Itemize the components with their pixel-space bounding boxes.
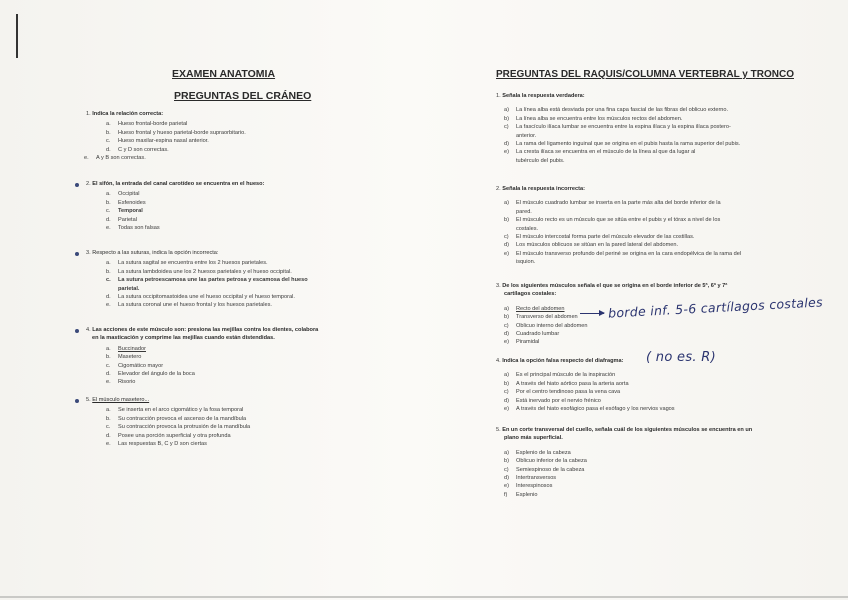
option: d) Está inervado por el nervio frénico (504, 397, 601, 404)
option: anterior. (516, 132, 537, 139)
option: costales. (516, 225, 539, 232)
option: a. La sutura sagital se encuentra entre los 2 huesos parietales. (106, 260, 268, 267)
option: b) A través del hiato aórtico pasa la arteria aorta (504, 380, 629, 387)
option: a. Buccinador (106, 345, 146, 352)
option: tubérculo del pubis. (516, 157, 565, 164)
question-1 (86, 110, 246, 162)
question-3: 3. Respecto a las suturas, indica la opción incorrecta: a. La sutura sagital se encuentra entre los 2 huesos parietales. b. La sutura lambdoidea une los 2 huesos parietales y el hueso occipital. c. La sutura petroescamosa une las partes petrosa y escamosa del hueso parietal. d. La sutura occipitomastoidea une el hueso occipital y el hueso temporal. e. La sutura coronal une el hueso frontal y los huesos parietales. (86, 250, 308, 309)
option: a) Esplenio de la cabeza (504, 449, 571, 456)
option: e. Las respuestas B, C y D son ciertas (106, 441, 207, 448)
option: e) Piramidal (504, 339, 540, 346)
page-bottom-rule (0, 596, 848, 598)
handwritten-note-no-es: ( no es. R) (646, 350, 716, 365)
question-bullet (75, 329, 79, 333)
option: d) Los músculos oblicuos se sitúan en la pared lateral del abdomen. (504, 242, 679, 249)
question-bullet (75, 252, 79, 256)
option: d. Posee una porción superficial y otra profunda (106, 432, 231, 439)
question-stem-continued: plano más superficial. (504, 435, 563, 442)
option: b. Hueso frontal y hueso parietal-borde supraorbitario. (106, 129, 246, 136)
option: e) A través del hiato esofágico pasa el esófago y los nervios vagos (504, 406, 675, 413)
question-r4: 4. Indica la opción falsa respecto del diafragma: a) Es el principal músculo de la inspiración b) A través del hiato aórtico pasa la arteria aorta c) Por el centro tendinoso pasa la vena cava d) Está inervado por el nervio frénico e) A través del hiato esofágico pasa el esófago y los nervios vagos (496, 358, 675, 413)
question-number: 1. (86, 111, 91, 117)
option: a) Recto del abdomen (504, 305, 565, 312)
option: pared. (516, 208, 532, 215)
option: b. Su contracción provoca el ascenso de la mandíbula (106, 415, 247, 422)
option: e. La sutura coronal une el hueso frontal y los huesos parietales. (106, 302, 272, 309)
option: a. Hueso frontal-borde parietal (106, 121, 188, 128)
option: b) Transverso del abdomen (504, 314, 578, 321)
question-stem: Indica la relación correcta: (92, 111, 164, 117)
option: b. Masetero (106, 354, 142, 361)
question-bullet (75, 183, 79, 187)
option: e) El músculo transverso profundo del periné se origina en la cara endopélvica de la rama del (504, 250, 742, 257)
exam-title: EXAMEN ANATOMIA (172, 68, 276, 80)
option: b) Oblicuo inferior de la cabeza (504, 458, 587, 465)
option: b. Esfenoides (106, 199, 146, 206)
option: c. Su contracción provoca la protrusión de la mandíbula (106, 424, 251, 431)
option: b. La sutura lambdoidea une los 2 huesos parietales y el hueso occipital. (106, 268, 292, 275)
option: c) Oblicuo interno del abdomen (504, 322, 588, 329)
question-2: 2. El sifón, la entrada del canal carotídeo se encuentra en el hueso: a. Occipital b. Esfenoides c. Temporal d. Parietal e. Todas son falsas (86, 181, 265, 232)
option: d) Intertransversos (504, 475, 557, 482)
option: c) Semiespinoso de la cabeza (504, 466, 585, 473)
option: parietal. (118, 285, 140, 292)
option: d) Cuadrado lumbar (504, 331, 560, 338)
option: a) Es el principal músculo de la inspiración (504, 372, 616, 379)
option: e. Todas son falsas (106, 225, 160, 232)
option: a. Occipital (106, 191, 140, 198)
question-bullet (75, 399, 79, 403)
option: d. Parietal (106, 216, 137, 223)
option: e. A y B son correctas. (84, 155, 146, 162)
handwritten-arrow (580, 313, 604, 314)
option: c. Cigomático mayor (106, 362, 164, 369)
option: d) La rama del ligamento inguinal que se origina en el pubis hasta la rama superior del pubis. (504, 141, 741, 148)
handwritten-note-costales: borde inf. 5-6 cartílagos costales (607, 294, 824, 321)
option: c. Hueso maxilar-espina nasal anterior. (106, 138, 209, 145)
option: d. Elevador del ángulo de la boca (106, 371, 195, 378)
option: c) El músculo intercostal forma parte del músculo elevador de las costillas. (504, 234, 695, 241)
question-r1: 1. Señala la respuesta verdadera: a) La línea alba está desviada por una fina capa fascial de las fibras del oblicuo externo. b) La línea alba se encuentra entre los músculos rectos del abdomen. c) La fascículo ilíaca lumbar se encuentra entre la espina ilíaca y la espina ilíaca postero- anterior. d) La rama del ligamento inguinal que se origina en el pubis hasta la rama superior del pubis. e) La cresta ilíaca se encuentra en el músculo de la línea al que da lugar al tubérculo del pubis. (496, 93, 741, 164)
question-r2: 2. Señala la respuesta incorrecta: a) El músculo cuadrado lumbar se inserta en la parte más alta del borde inferior de la pared. b) El músculo recto es un músculo que se sitúa entre el pubis y el tórax a nivel de los costales. c) El músculo intercostal forma parte del músculo elevador de las costillas. d) Los músculos oblicuos se sitúan en la pared lateral del abdomen. e) El músculo transverso profundo del periné se origina en la cara endopélvica de la rama del isquion. (496, 186, 742, 266)
option: b) La línea alba se encuentra entre los músculos rectos del abdomen. (504, 115, 683, 122)
option: d. C y D son correctas. (106, 146, 169, 153)
option: d. La sutura occipitomastoidea une el hueso occipital y el hueso temporal. (106, 294, 295, 301)
section-title-raquis: PREGUNTAS DEL RAQUIS/COLUMNA VERTEBRAL y TRONCO (496, 69, 794, 80)
option: f) Esplenio (504, 491, 538, 498)
section-title-craneo: PREGUNTAS DEL CRÁNEO (174, 90, 312, 102)
option: a) El músculo cuadrado lumbar se inserta en la parte más alta del borde inferior de la (504, 200, 721, 207)
option: c) La fascículo ilíaca lumbar se encuentra entre la espina ilíaca y la espina ilíaca postero- (504, 124, 731, 131)
option: e) La cresta ilíaca se encuentra en el músculo de la línea al que da lugar al (504, 149, 696, 156)
question-4: 4. Las acciones de este músculo son: presiona las mejillas contra los dientes, colabora en la masticación y comprime las mejillas cuando están distendidas. a. Buccinador b. Masetero c. Cigomático mayor d. Elevador del ángulo de la boca e. Risorio (86, 327, 319, 386)
option: e) Interespinosos (504, 483, 553, 490)
question-stem-continued: cartílagos costales: (504, 291, 557, 298)
option: b) El músculo recto es un músculo que se sitúa entre el pubis y el tórax a nivel de los (504, 217, 721, 224)
question-5: 5. El músculo masetero... a. Se inserta en el arco cigomático y la fosa temporal b. Su contracción provoca el ascenso de la mandíbula c. Su contracción provoca la protrusión de la mandíbula d. Posee una porción superficial y otra profunda e. Las respuestas B, C y D son ciertas (86, 397, 251, 448)
question-stem-continued: en la masticación y comprime las mejillas cuando están distendidas. (92, 335, 275, 342)
option: c. La sutura petroescamosa une las partes petrosa y escamosa del hueso (106, 277, 308, 284)
page-edge-mark (16, 14, 18, 58)
option: a) La línea alba está desviada por una fina capa fascial de las fibras del oblicuo externo. (504, 107, 729, 114)
question-r5: 5. En un corte transversal del cuello, señala cuál de los siguientes músculos se encuentra en un plano más superficial. a) Esplenio de la cabeza b) Oblicuo inferior de la cabeza c) Semiespinoso de la cabeza d) Intertransversos e) Interespinosos f) Esplenio (496, 427, 753, 498)
option: isquion. (516, 259, 536, 266)
option: c. Temporal (106, 208, 143, 215)
question-r3: 3. De los siguientes músculos señala el que se origina en el borde inferior de 5ª, 6ª y 7ª cartílagos costales: a) Recto del abdomen b) Transverso del abdomen c) Oblicuo interno del abdomen d) Cuadrado lumbar e) Piramidal (496, 283, 728, 346)
option: e. Risorio (106, 379, 136, 386)
option: c) Por el centro tendinoso pasa la vena cava (504, 389, 621, 396)
option: a. Se inserta en el arco cigomático y la fosa temporal (106, 407, 244, 414)
